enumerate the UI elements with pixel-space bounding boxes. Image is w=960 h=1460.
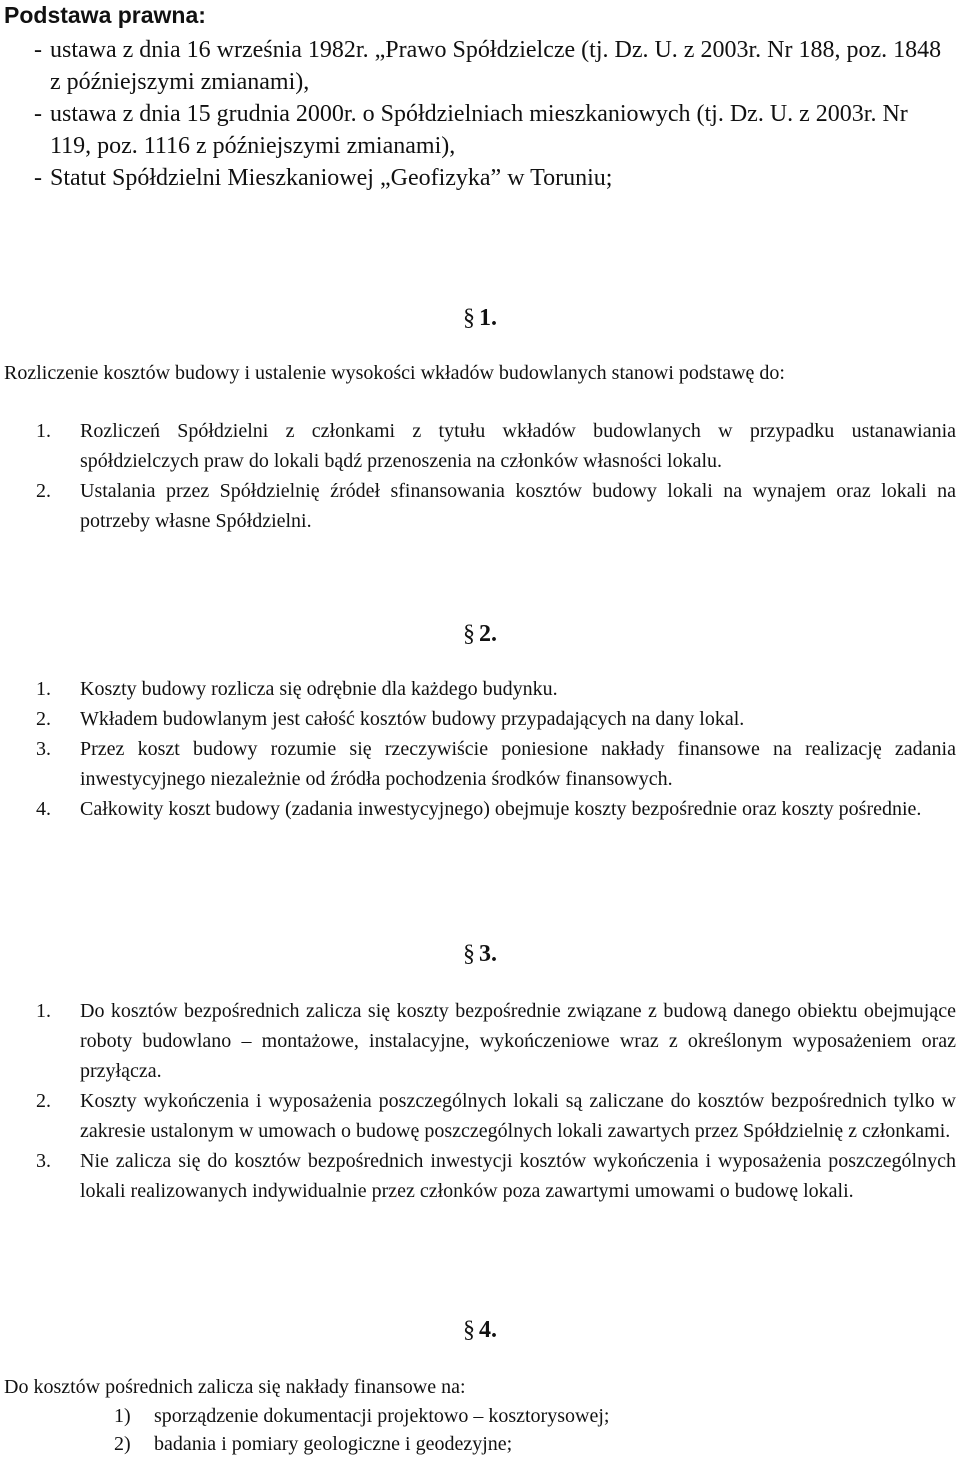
list-item: [4, 674, 956, 704]
item-text: Do kosztów bezpośrednich zalicza się koszty bezpośrednie związane z budową danego obiektu obejmujące roboty budowlano – montażowe, instalacyjne, wykończeniowe wraz z określonym wyposażeniem oraz przyłącza.: [80, 1000, 956, 1082]
section-list: [4, 996, 956, 1206]
item-number: 2): [114, 1433, 131, 1455]
section-list: [4, 416, 956, 536]
list-item: [4, 1086, 956, 1146]
item-number: 1.: [36, 1000, 51, 1022]
section-heading: [0, 1314, 960, 1346]
list-item: [4, 704, 956, 734]
item-text: badania i pomiary geologiczne i geodezyjne;: [154, 1433, 513, 1455]
item-text: Ustalania przez Spółdzielnię źródeł sfinansowania kosztów budowy lokali na wynajem oraz lokali na potrzeby własne Spółdzielni.: [80, 480, 956, 532]
item-text: Całkowity koszt budowy (zadania inwestycyjnego) obejmuje koszty bezpośrednie oraz koszty pośrednie.: [80, 798, 922, 820]
legal-basis-text: ustawa z dnia 16 września 1982r. „Prawo Spółdzielcze (tj. Dz. U. z 2003r. Nr 188, poz. 1848 z późniejszymi zmianami),: [50, 37, 942, 95]
list-item: [4, 1146, 956, 1206]
item-text: Rozliczeń Spółdzielni z członkami z tytułu wkładów budowlanych w przypadku ustanawiania spółdzielczych praw do lokali bądź przenoszenia na członków własności lokalu.: [80, 420, 956, 472]
legal-basis-item: [34, 162, 954, 194]
list-item: [4, 1430, 956, 1458]
list-dash: -: [34, 165, 42, 191]
item-number: 2.: [36, 708, 51, 730]
item-number: 3.: [36, 1150, 51, 1172]
section-number: 1.: [479, 305, 497, 331]
section-mark: §: [463, 941, 475, 967]
list-item: [4, 794, 956, 824]
item-number: 1.: [36, 678, 51, 700]
section-mark: §: [463, 305, 475, 331]
list-item: [4, 996, 956, 1086]
list-item: [4, 1402, 956, 1430]
list-dash: -: [34, 101, 42, 127]
section-number: 3.: [479, 941, 497, 967]
item-text: Koszty budowy rozlicza się odrębnie dla każdego budynku.: [80, 678, 558, 700]
section-number: 2.: [479, 621, 497, 647]
list-dash: -: [34, 37, 42, 63]
list-item: [4, 476, 956, 536]
section-heading: [0, 938, 960, 970]
section-heading: [0, 618, 960, 650]
list-item: [4, 734, 956, 794]
legal-basis-title: Podstawa prawna:: [4, 2, 206, 28]
item-number: 3.: [36, 738, 51, 760]
section-intro: Rozliczenie kosztów budowy i ustalenie wysokości wkładów budowlanych stanowi podstawę do:: [4, 362, 785, 384]
item-number: 1.: [36, 420, 51, 442]
legal-basis-item: [34, 98, 954, 162]
section-list: [4, 674, 956, 824]
item-text: Przez koszt budowy rozumie się rzeczywiście poniesione nakłady finansowe na realizację zadania inwestycyjnego niezależnie od źródła pochodzenia środków finansowych.: [80, 738, 956, 790]
section-heading: [0, 302, 960, 334]
item-text: sporządzenie dokumentacji projektowo – kosztorysowej;: [154, 1405, 610, 1427]
legal-basis-item: [34, 34, 954, 98]
item-text: Wkładem budowlanym jest całość kosztów budowy przypadających na dany lokal.: [80, 708, 745, 730]
legal-basis-list: [34, 34, 954, 194]
item-number: 4.: [36, 798, 51, 820]
legal-basis-text: ustawa z dnia 15 grudnia 2000r. o Spółdzielniach mieszkaniowych (tj. Dz. U. z 2003r. Nr 119, poz. 1116 z późniejszymi zmianami),: [50, 101, 908, 159]
section-number: 4.: [479, 1317, 497, 1343]
list-item: [4, 416, 956, 476]
legal-basis-text: Statut Spółdzielni Mieszkaniowej „Geofizyka” w Toruniu;: [50, 165, 613, 191]
section-list: [4, 1402, 956, 1458]
item-text: Nie zalicza się do kosztów bezpośrednich inwestycji kosztów wykończenia i wyposażenia poszczególnych lokali realizowanych indywidualnie przez członków poza zawartymi umowami o budowę lokali.: [80, 1150, 956, 1202]
item-text: Koszty wykończenia i wyposażenia poszczególnych lokali są zaliczane do kosztów bezpośrednich tylko w zakresie ustalonym w umowach o budowę poszczególnych lokali zawartych przez Spółdzielnię z członkami.: [80, 1090, 956, 1142]
item-number: 1): [114, 1405, 131, 1427]
item-number: 2.: [36, 1090, 51, 1112]
section-intro: Do kosztów pośrednich zalicza się nakłady finansowe na:: [4, 1376, 466, 1398]
section-mark: §: [463, 621, 475, 647]
section-mark: §: [463, 1317, 475, 1343]
item-number: 2.: [36, 480, 51, 502]
